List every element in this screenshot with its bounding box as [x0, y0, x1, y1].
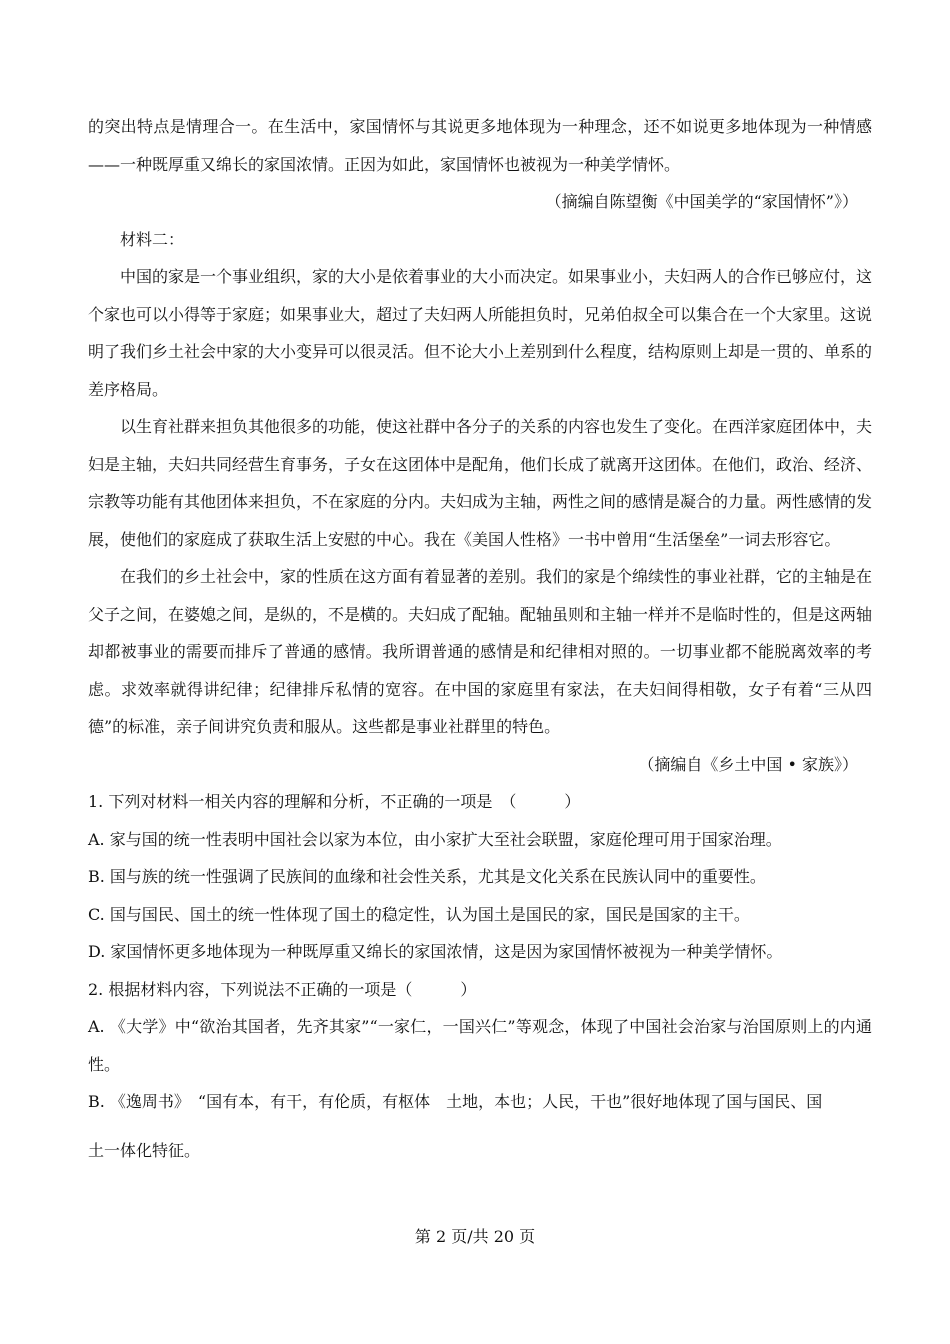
- document-page: [88, 108, 872, 1169]
- question-1-option-c: C. 国与国民、国土的统一性体现了国土的稳定性，认为国土是国民的家，国民是国家的主干。: [88, 904, 750, 924]
- source-citation-1: （摘编自陈望衡《中国美学的“家国情怀”》）: [545, 192, 858, 211]
- intro-paragraph: 的突出特点是情理合一。在生活中，家国情怀与其说更多地体现为一种理念，还不如说更多地体现为一种情感——一种既厚重又绵长的家国浓情。正因为如此，家国情怀也被视为一种美学情怀。: [88, 117, 872, 174]
- question-2-option-b: [88, 1083, 872, 1169]
- question-2-option-b-line-2: 土一体化特征。: [88, 1140, 201, 1160]
- question-1-option-d: D. 家国情怀更多地体现为一种既厚重又绵长的家国浓情，这是因为家国情怀被视为一种美学情怀。: [88, 942, 783, 961]
- source-citation-2: （摘编自《乡土中国 • 家族》）: [638, 754, 858, 774]
- page-footer: 第 2 页/共 20 页: [414, 1227, 536, 1246]
- question-1-option-b: B. 国与族的统一性强调了民族间的血缘和社会性关系，尤其是文化关系在民族认同中的重要性。: [88, 867, 766, 886]
- material-two-paragraph-3: 在我们的乡土社会中，家的性质在这方面有着显著的差别。我们的家是个绵续性的事业社群，它的主轴是在父子之间，在婆媳之间，是纵的，不是横的。夫妇成了配轴。配轴虽则和主轴一样并不是临时性的，但是这两轴却都被事业的需要而排斥了普通的感情。我所谓普通的感情是和纪律相对照的。一切事业都不能脱离效率的考虑。求效率就得讲纪律；纪律排斥私情的宽容。在中国的家庭里有家法，在夫妇间得相敬，女子有着“三从四德”的标准，亲子间讲究负责和服从。这些都是事业社群里的特色。: [88, 567, 873, 736]
- question-1-stem: 1. 下列对材料一相关内容的理解和分析，不正确的一项是 （ ）: [88, 792, 581, 811]
- material-two-paragraph-1: 中国的家是一个事业组织，家的大小是依着事业的大小而决定。如果事业小，夫妇两人的合作已够应付，这个家也可以小得等于家庭；如果事业大，超过了夫妇两人所能担负时，兄弟伯叔全可以集合在一个大家里。这说明了我们乡土社会中家的大小变异可以很灵活。但不论大小上差别到什么程度，结构原则上却是一贯的、单系的差序格局。: [88, 267, 873, 399]
- material-two-label: 材料二：: [120, 229, 185, 249]
- question-2-option-a: A. 《大学》中“欲治其国者，先齐其家”“一家仁，一国兴仁”等观念，体现了中国社会治家与治国原则上的内通性。: [88, 1017, 872, 1074]
- question-2-option-b-line-1: B. 《逸周书》 “国有本，有干，有伦质，有枢体 土地，本也；人民，干也”很好地体现了国与国民、国: [88, 1092, 823, 1111]
- question-2-stem: 2. 根据材料内容，下列说法不正确的一项是（ ）: [88, 979, 477, 999]
- question-1-option-a: A. 家与国的统一性表明中国社会以家为本位，由小家扩大至社会联盟，家庭伦理可用于国家治理。: [88, 829, 782, 849]
- material-two-paragraph-2: 以生育社群来担负其他很多的功能，使这社群中各分子的关系的内容也发生了变化。在西洋家庭团体中，夫妇是主轴，夫妇共同经营生育事务，子女在这团体中是配角，他们长成了就离开这团体。在他们，政治、经济、宗教等功能有其他团体来担负，不在家庭的分内。夫妇成为主轴，两性之间的感情是凝合的力量。两性感情的发展，使他们的家庭成了获取生活上安慰的中心。我在《美国人性格》一书中曾用“生活堡垒”一词去形容它。: [88, 417, 873, 549]
